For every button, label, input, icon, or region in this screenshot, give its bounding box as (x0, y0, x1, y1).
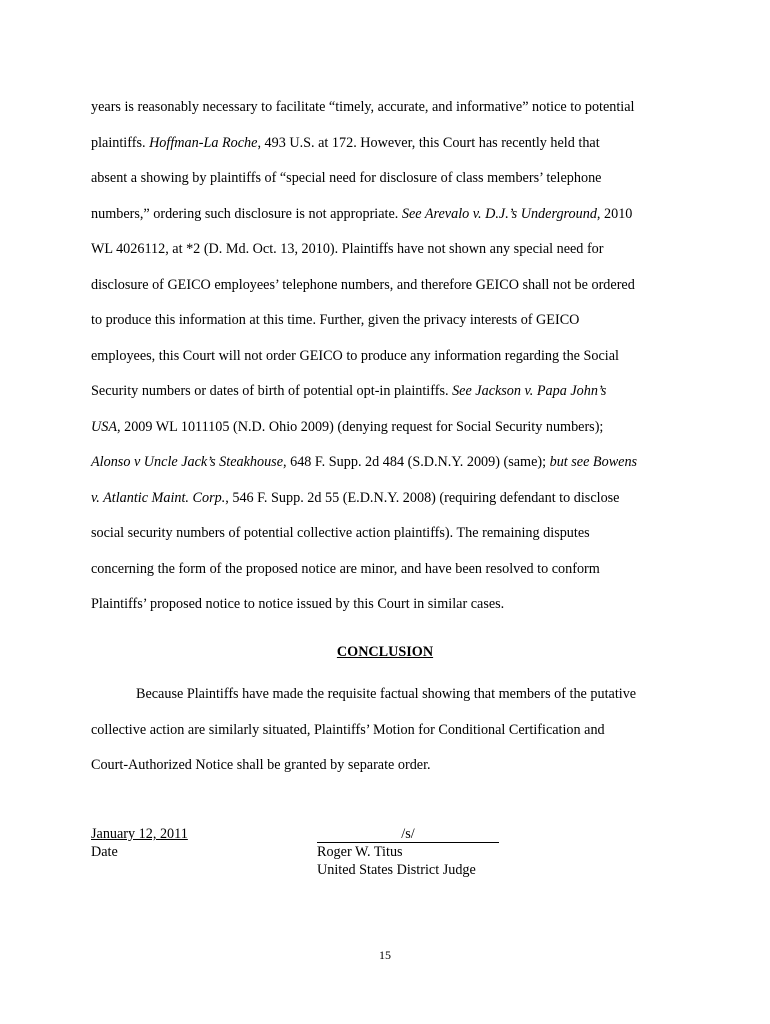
text-span: numbers,” ordering such disclosure is not appropriate. (91, 205, 402, 222)
case-citation: See Arevalo v. D.J.’s Underground (401, 205, 597, 222)
text-line (91, 516, 681, 552)
text-line (91, 552, 681, 588)
text-span: disclosure of GEICO employees’ telephone numbers, and therefore GEICO shall not be ordered (91, 276, 635, 293)
text-line (91, 339, 681, 375)
text-span: years is reasonably necessary to facilitate “timely, accurate, and informative” notice to potential (91, 99, 635, 115)
case-citation: v. Atlantic Maint. Corp. (91, 489, 226, 506)
signature-judge-block (317, 825, 499, 879)
text-line (91, 445, 681, 481)
text-line (91, 303, 681, 339)
text-span: plaintiffs. (91, 134, 150, 151)
text-span: , 546 F. Supp. 2d 55 (E.D.N.Y. 2008) (requiring defendant to disclose (225, 489, 620, 506)
text-line (91, 90, 681, 126)
case-citation: but see Bowens (549, 454, 638, 470)
text-span: Security numbers or dates of birth of potential opt-in plaintiffs. (91, 383, 453, 399)
text-span: concerning the form of the proposed notice are minor, and have been resolved to conform (91, 560, 600, 577)
case-citation: Alonso v Uncle Jack’s Steakhouse (91, 454, 283, 470)
text-span: Plaintiffs’ proposed notice to notice issued by this Court in similar cases. (91, 596, 505, 612)
text-line (91, 161, 681, 197)
judge-title: United States District Judge (317, 862, 476, 878)
text-span: , 493 U.S. at 172. However, this Court has recently held that (257, 134, 600, 151)
text-line (91, 232, 681, 268)
case-citation: Hoffman-La Roche (149, 134, 258, 151)
conclusion-heading: CONCLUSION (336, 644, 434, 660)
date-label: Date (91, 844, 118, 860)
case-citation: See Jackson v. Papa John’s (452, 383, 607, 399)
text-line (91, 410, 681, 446)
page-number: 15 (379, 948, 391, 962)
case-citation: USA (91, 418, 118, 435)
text-line (91, 481, 681, 517)
text-line (91, 374, 681, 410)
text-span: WL 4026112, at *2 (D. Md. Oct. 13, 2010). Plaintiffs have not shown any special need for (91, 241, 604, 257)
text-line: collective action are similarly situated, Plaintiffs’ Motion for Conditional Certification and (91, 721, 605, 738)
text-span: , 648 F. Supp. 2d 484 (S.D.N.Y. 2009) (same); (283, 454, 550, 470)
text-span: social security numbers of potential collective action plaintiffs). The remaining disputes (91, 525, 590, 541)
text-span: , 2010 (596, 205, 633, 222)
text-line (91, 268, 681, 304)
text-span: to produce this information at this time. Further, given the privacy interests of GEICO (91, 312, 580, 328)
text-span: absent a showing by plaintiffs of “special need for disclosure of class members’ telephone (91, 170, 602, 186)
signature-date-block (91, 825, 188, 861)
judge-name: Roger W. Titus (317, 844, 403, 860)
body-paragraph (91, 90, 681, 623)
text-span: , 2009 WL 1011105 (N.D. Ohio 2009) (denying request for Social Security numbers); (117, 418, 604, 435)
conclusion-paragraph (91, 677, 681, 784)
date-value: January 12, 2011 (91, 826, 188, 842)
text-line (91, 126, 681, 162)
text-line: Court-Authorized Notice shall be granted by separate order. (91, 757, 431, 773)
text-line: Because Plaintiffs have made the requisite factual showing that members of the putative (136, 686, 637, 702)
signature-mark: /s/ (317, 826, 499, 843)
text-line (91, 587, 681, 623)
text-line (91, 197, 681, 233)
signature-line (317, 825, 499, 843)
text-span: employees, this Court will not order GEICO to produce any information regarding the Social (91, 347, 619, 364)
